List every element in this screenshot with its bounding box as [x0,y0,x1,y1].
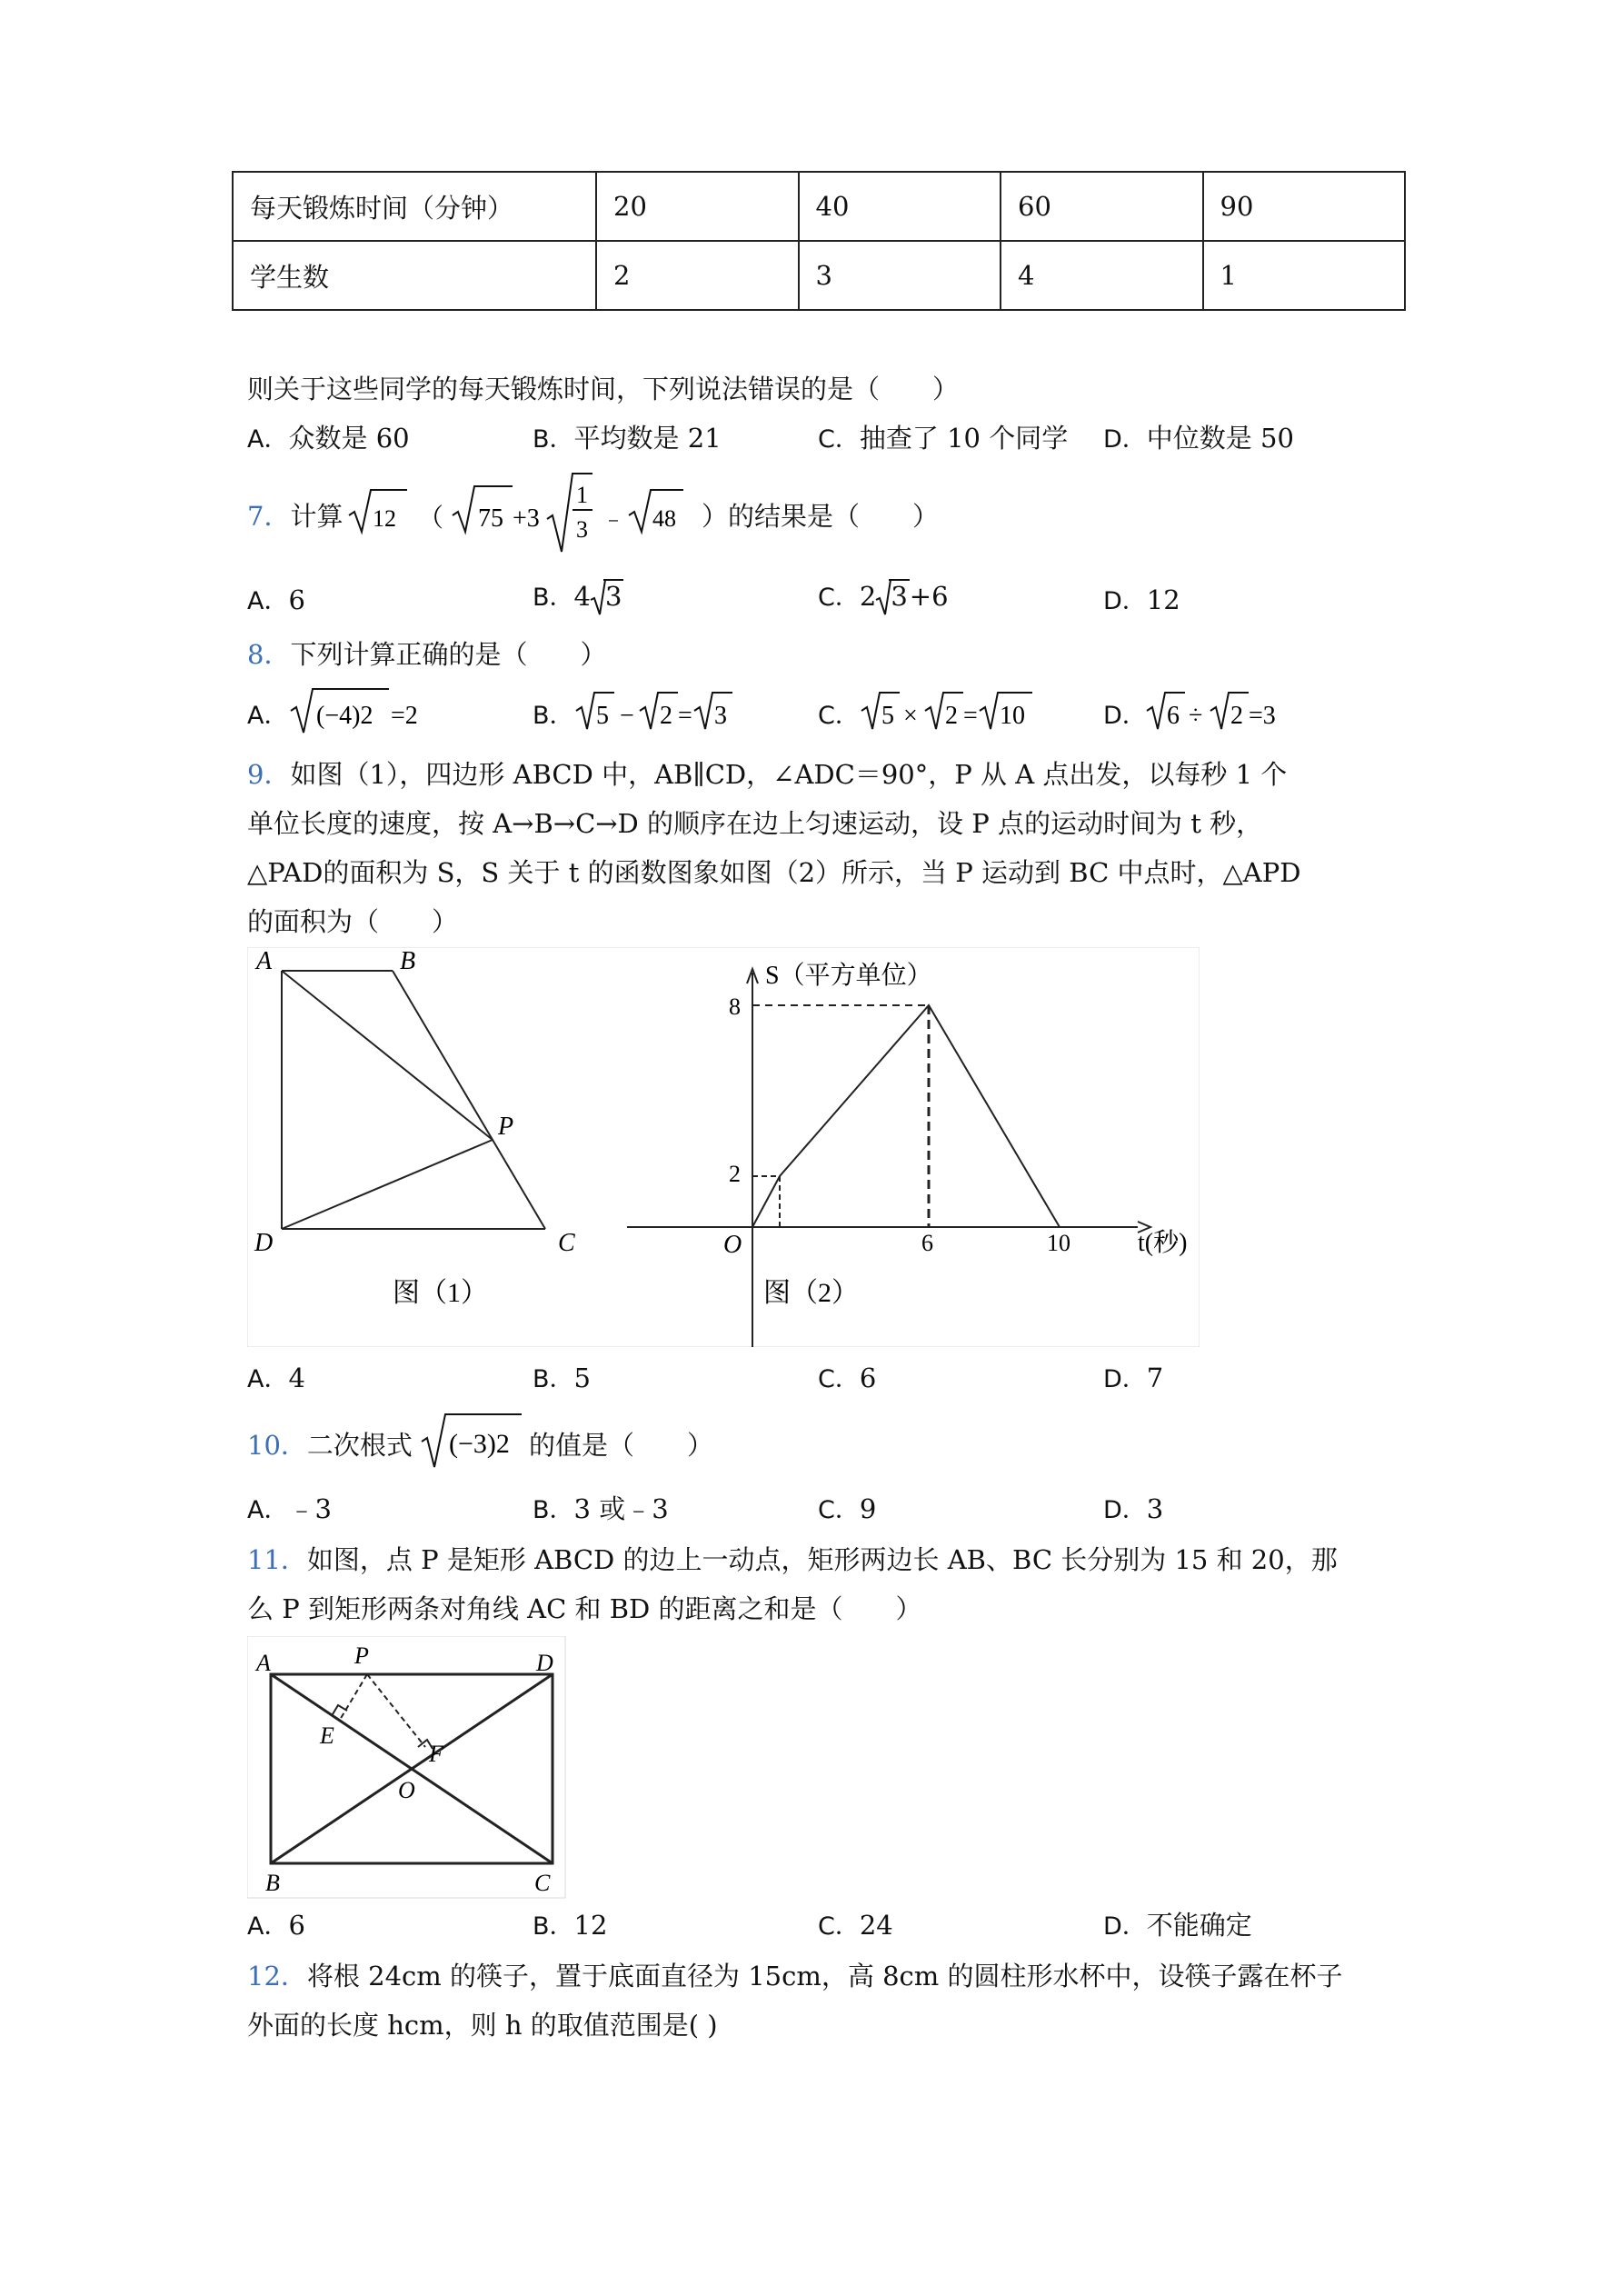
option-label: C． [818,1365,860,1393]
q8-option-a [247,696,288,734]
q10-radical [420,1409,529,1472]
option-label: D． [1103,425,1147,454]
y-tick-label: 2 [729,1161,741,1187]
q9-line-1 [247,756,1287,793]
equals: = [963,702,978,730]
equals: =3 [1249,702,1276,730]
radicand: 75 [478,504,503,533]
option-label: D． [1103,587,1147,615]
q7-prefix: 计算 [290,501,344,532]
q7-option-a [247,582,305,620]
q9-figures [247,947,1200,1347]
sqrt-symbol [589,578,607,618]
option-text: 6 [288,584,305,615]
origin-label: O [723,1231,742,1259]
vertex-label: D [254,1229,274,1257]
question-number: 12． [247,1961,307,1992]
q10-option-b [533,1491,669,1529]
q11-option-c [818,1907,893,1945]
q11-option-d [1103,1907,1252,1945]
q9-line-3: △PAD的面积为 S，S 关于 t 的函数图象如图（2）所示，当 P 运动到 BC 中点时，△APD [247,857,1301,888]
operator: − [620,702,634,730]
figure-caption: 图（2） [763,1278,859,1308]
y-tick-label: 8 [729,993,741,1020]
q10-stem [247,1427,413,1463]
q11-line-2: 么 P 到矩形两条对角线 AC 和 BD 的距离之和是（ ） [247,1593,922,1624]
equals: = [678,702,692,730]
q7-suffix: ）的结果是（ ） [702,501,940,532]
radicand: 10 [1000,702,1025,730]
q11-text: 如图，点 P 是矩形 ABCD 的边上一动点，矩形两边长 AB、BC 长分别为 15 和 20，那 [306,1544,1338,1575]
sqrt-symbol [874,578,892,618]
radicand: 2 [945,702,958,730]
option-label: B． [533,702,574,730]
q12-line-2: 外面的长度 hcm，则 h 的取值范围是( ) [247,2010,718,2041]
q8-c-expression [860,684,1060,738]
table-cell: 3 [799,241,1001,310]
table-cell: 学生数 [233,241,596,310]
q10-option-d [1103,1491,1163,1529]
table-cell: 90 [1203,172,1406,241]
option-label: A． [247,702,289,730]
option-text: 3 [1146,1493,1164,1524]
q6-stem: 则关于这些同学的每天锻炼时间，下列说法错误的是（ ） [247,374,960,404]
option-label: D． [1103,702,1147,730]
x-tick-label: 6 [921,1230,933,1256]
q12-text: 将根 24cm 的筷子，置于底面直径为 15cm，高 8cm 的圆柱形水杯中，设筷子露在杯子 [306,1961,1343,1992]
open-paren: （ [418,504,444,533]
option-label: C． [818,584,860,612]
option-text: 众数是 60 [288,423,410,454]
question-number: 9． [247,759,291,790]
operator: × [903,702,918,730]
option-text: 平均数是 21 [573,423,722,454]
q9-figure-2 [627,961,1187,1347]
option-text: 9 [859,1493,877,1524]
q7-option-b [533,578,623,616]
option-label: B． [533,1912,574,1941]
option-label: C． [818,1912,860,1941]
q11-line-1 [247,1542,1338,1578]
radicand: 5 [881,702,894,730]
exercise-time-table [232,171,1406,311]
q10-option-a [247,1491,332,1529]
q9-option-a [247,1360,305,1398]
vertex-label: E [320,1722,334,1749]
q11-figure [247,1636,567,1900]
fraction-numerator: 1 [576,482,588,508]
q9-text: 如图（1），四边形 ABCD 中，AB∥CD，∠ADC＝90°，P 从 A 点出发，以每秒 1 个 [290,759,1288,790]
option-text: 5 [573,1363,591,1393]
x-tick-label: 10 [1047,1230,1070,1256]
table-cell: 40 [799,172,1001,241]
option-text: 12 [573,1910,608,1941]
radicand: 3 [714,702,727,730]
option-label: A． [247,1496,289,1524]
table-cell: 20 [596,172,799,241]
q11-option-b [533,1907,607,1945]
q9-option-c [818,1360,876,1398]
option-text: 12 [1146,584,1180,615]
vertex-label: D [536,1650,553,1676]
radicand: (−4)2 [316,702,373,730]
q6-option-c [818,420,1068,458]
q6-option-a [247,420,410,458]
radicand: 6 [1167,702,1180,730]
q6-option-d [1103,420,1294,458]
vertex-label: F [429,1741,443,1767]
option-text: 24 [859,1910,893,1941]
q9-line-2: 单位长度的速度，按 A→B→C→D 的顺序在边上匀速运动，设 P 点的运动时间为 t 秒， [247,808,1263,839]
option-label: C． [818,1496,860,1524]
x-axis-label: t(秒) [1138,1229,1188,1257]
q8-option-c [818,696,860,734]
option-label: C． [818,702,860,730]
table-cell: 1 [1203,241,1406,310]
radicand: 2 [660,702,672,730]
table-cell: 2 [596,241,799,310]
q8-stem [247,636,606,673]
q10-suffix: 的值是（ ） [529,1430,714,1461]
table-header-row [233,172,1405,241]
table-cell: 60 [1001,172,1203,241]
radicand: 2 [1230,702,1243,730]
coefficient: 2 [859,581,877,612]
option-text: 4 [288,1363,305,1393]
option-label: D． [1103,1912,1147,1941]
q7-expression [345,468,727,559]
q8-d-expression [1145,684,1327,738]
q9-option-b [533,1360,591,1398]
option-text: 不能确定 [1146,1910,1252,1941]
vertex-label: P [354,1642,369,1669]
coefficient: 4 [573,581,591,612]
question-number: 7． [247,501,291,532]
option-label: C． [818,425,860,454]
option-text: 3 或﹣3 [573,1493,669,1524]
question-number: 11． [247,1544,307,1575]
vertex-label: A [256,1650,271,1676]
question-number: 8． [247,639,291,670]
option-label: D． [1103,1496,1147,1524]
q9-option-d [1103,1360,1163,1398]
option-label: B． [533,1365,574,1393]
table-row [233,241,1405,310]
q9-line-4: 的面积为（ ） [247,906,459,937]
q10-option-c [818,1491,876,1529]
option-label: B． [533,425,574,454]
option-text: ﹣3 [288,1493,332,1524]
option-text: 6 [859,1363,877,1393]
sqrt-radicand: 3 [604,581,622,612]
q11-option-a [247,1907,305,1945]
q8-option-d [1103,696,1147,734]
option-label: A． [247,425,289,454]
tail: +6 [909,581,949,612]
q7-option-d [1103,582,1180,620]
vertex-label: B [400,947,416,975]
operator: ÷ [1189,702,1203,730]
option-text: 7 [1146,1363,1164,1393]
radicand: 48 [652,505,676,532]
option-label: A． [247,1912,289,1941]
option-label: D． [1103,1365,1147,1393]
q7-stem [247,498,343,534]
option-label: B． [533,584,574,612]
sqrt-radicand: 3 [891,581,908,612]
vertex-label: C [558,1229,575,1257]
tail: =2 [391,702,418,730]
q8-option-b [533,696,574,734]
table-cell: 每天锻炼时间（分钟） [233,172,596,241]
q8-text: 下列计算正确的是（ ） [290,639,607,670]
q8-b-expression [574,684,756,738]
minus-sign: ﹣ [602,505,626,532]
q12-line-1 [247,1958,1342,1994]
vertex-label: B [265,1870,280,1896]
radicand: 12 [373,505,396,532]
question-number: 10． [247,1430,307,1461]
vertex-label: O [398,1777,415,1803]
option-label: A． [247,587,289,615]
q10-prefix: 二次根式 [306,1430,413,1461]
option-text: 抽查了 10 个同学 [859,423,1069,454]
vertex-label: A [256,947,273,975]
plus-three: +3 [513,504,540,533]
option-text: 中位数是 50 [1146,423,1294,454]
option-label: B． [533,1496,574,1524]
option-text: 6 [288,1910,305,1941]
fraction-denominator: 3 [576,516,588,543]
q9-figure-1 [254,947,575,1308]
y-axis-label: S（平方单位） [765,962,932,990]
figure-caption: 图（1） [393,1278,488,1308]
radicand: (−3)2 [449,1429,510,1459]
vertex-label: P [498,1113,514,1141]
radicand: 5 [596,702,609,730]
q8-a-expression [289,684,434,738]
option-label: A． [247,1365,289,1393]
vertex-label: C [534,1870,551,1896]
table-cell: 4 [1001,241,1203,310]
q6-option-b [533,420,722,458]
